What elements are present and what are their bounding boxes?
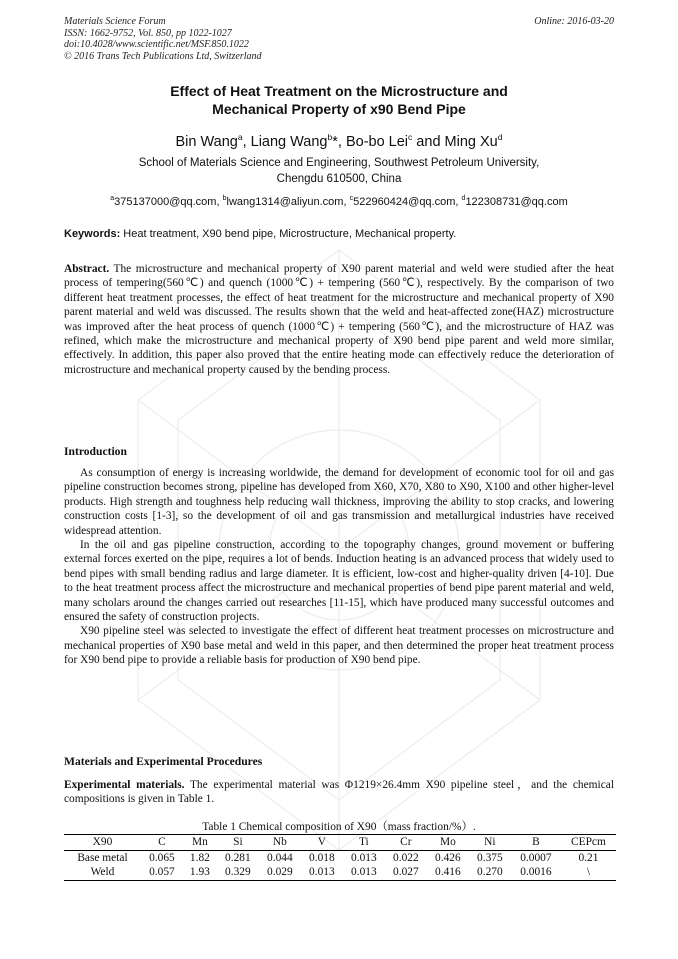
author-list [60, 128, 618, 151]
paragraph: As consumption of energy is increasing worldwide, the demand for development of economic tool for oil and gas pipeline construction becomes strong, pipeline has developed from X60, X70, X80 to X90, X100 and other higher-level products. High strength and toughness help reducing wall thickness, improving the ability to stop cracks, and lowering construction costs [1-3], so the development of oil and gas transmission and metallurgical industries have received widespread attention. [64, 467, 614, 537]
table-header-cell: C [158, 836, 166, 848]
table-cell: \ [586, 866, 591, 878]
table-cell: 1.82 [189, 851, 210, 864]
table-cell: 0.21 [578, 851, 599, 864]
table-cell: 0.013 [351, 866, 377, 878]
table-header-cell: Si [233, 836, 243, 848]
affiliation: School of Materials Science and Engineering, Southwest Petroleum University, Chengdu 610500, China [138, 157, 540, 185]
abstract-label: Abstract. [64, 263, 110, 275]
table-cell: 0.0016 [520, 866, 552, 878]
abstract [64, 262, 614, 377]
email-entry[interactable]: $^c$522960424@qq.com, [349, 195, 462, 208]
chemical-composition-table [64, 834, 616, 881]
section-heading-materials: Materials and Experimental Procedures [64, 755, 263, 768]
experimental-materials [64, 778, 614, 807]
author: Bin Wang$^a$, [175, 132, 251, 150]
author: Bo-bo Lei$^c$ and [345, 132, 445, 150]
table-cell: 0.426 [435, 851, 461, 864]
table-cell: 0.375 [477, 851, 503, 864]
table-caption: Table 1 Chemical composition of X90（mass fraction/%）. [202, 821, 476, 833]
table-row [64, 850, 616, 865]
table-row [64, 865, 616, 880]
table-header-cell: Cr [400, 836, 412, 848]
title-line-2: Mechanical Property of x90 Bend Pipe [212, 101, 466, 117]
keywords-text: Heat treatment, X90 bend pipe, Microstructure, Mechanical property. [120, 228, 457, 240]
paper-title [60, 82, 618, 118]
author-emails [60, 192, 618, 209]
email-entry[interactable]: $^b$lwang1314@aliyun.com, [222, 195, 350, 208]
table-cell: 0.057 [149, 866, 175, 878]
journal-name: Materials Science Forum [64, 16, 166, 27]
table-cell: 0.416 [435, 866, 461, 878]
abstract-text: The microstructure and mechanical property of X90 parent material and weld were studied after the heat process of tempering(560℃) and quench (1000℃) + tempering (560℃), respectively. By the comparison of two different heat treatment processes, the effect of heat treatment for the microstructure and mechanical property of X90 parent material and weld was discussed. The results shown that the weld and heat-affected zone(HAZ) microstructure was improved after the heat process of quench (1000℃) + tempering (560℃), and the microstructure of HAZ was refined, which make the microstructure and mechanical property of X90 bend pipe parent and weld more similar, effectively. In addition, this paper also proved that the entire heating mode can effectively reduce the deterioration of microstructure and mechanical property caused by the bending process. [64, 263, 614, 376]
table-header-cell: CEPcm [571, 836, 606, 848]
table-header-cell: X90 [92, 836, 113, 848]
section-heading-introduction: Introduction [64, 445, 127, 458]
email-entry[interactable]: $^d$122308731@qq.com [461, 195, 568, 208]
exp-text: The experimental material was Φ1219×26.4mm X90 pipeline steel，and the chemical compositions is given in Table 1. [64, 779, 614, 806]
keywords [64, 227, 614, 241]
table-header-cell: Mn [191, 836, 208, 848]
table-header-cell: V [317, 836, 326, 848]
table-cell: 0.329 [225, 866, 251, 878]
table-cell: 0.013 [309, 866, 335, 878]
table-cell: Weld [90, 866, 115, 878]
issn-line: ISSN: 1662-9752, Vol. 850, pp 1022-1027 [64, 27, 232, 39]
table-header-cell: Ti [358, 836, 369, 848]
doi-line: doi:10.4028/www.scientific.net/MSF.850.1022 [64, 39, 249, 51]
online-date: Online: 2016-03-20 [534, 16, 614, 27]
table-header-row [64, 835, 616, 851]
table-cell: 0.013 [351, 851, 377, 864]
table-cell: 0.270 [477, 866, 503, 878]
table-cell: 0.018 [309, 851, 335, 864]
paragraph: In the oil and gas pipeline construction, according to the topography changes, ground movement or buffering external forces exerted on the pipe, requires a lot of bends. Induction heating is an advanced process that widely used to bend pipes with small bending radius and large diameter. It is efficient, low-cost and higher-quality driven [4-10]. Due to the heat treatment process affect the microstructure and mechanical properties of bend pipe parent material and weld, many scholars around the changes carried out researches [11-15], which have produced many successful outcomes and ensured the safety of construction projects. [64, 539, 614, 624]
keywords-label: Keywords: [64, 228, 121, 240]
table-cell: 0.022 [393, 851, 419, 864]
copyright-line: © 2016 Trans Tech Publications Ltd, Switzerland [64, 50, 262, 62]
table-header-cell: Nb [272, 836, 287, 848]
table-header-cell: Ni [484, 836, 496, 848]
table-cell: 0.065 [149, 851, 175, 864]
title-line-1: Effect of Heat Treatment on the Microstructure and [170, 83, 508, 99]
table-header-cell: Mo [439, 836, 456, 848]
table-cell: 0.029 [267, 866, 293, 878]
table-cell: Base metal [77, 851, 128, 864]
exp-label: Experimental materials. [64, 779, 185, 791]
author: Liang Wang$^b$*, [250, 132, 346, 150]
table-cell: 0.281 [225, 851, 251, 864]
journal-metadata [64, 16, 262, 62]
email-entry[interactable]: $^a$375137000@qq.com, [110, 195, 223, 208]
table-cell: 0.044 [267, 851, 293, 864]
table-header-cell: B [532, 836, 540, 848]
author: Ming Xu$^d$ [444, 132, 503, 150]
paragraph: X90 pipeline steel was selected to investigate the effect of different heat treatment processes on microstructure and mechanical properties of X90 base metal and weld in this paper, and then determined the proper heat treatment process for X90 bend pipe to provide a reliable basis for production of X90 bend pipe. [64, 625, 614, 667]
table-cell: 0.0007 [520, 851, 552, 864]
table-cell: 0.027 [393, 866, 419, 878]
introduction-body [64, 466, 614, 668]
table-cell: 1.93 [189, 866, 210, 878]
